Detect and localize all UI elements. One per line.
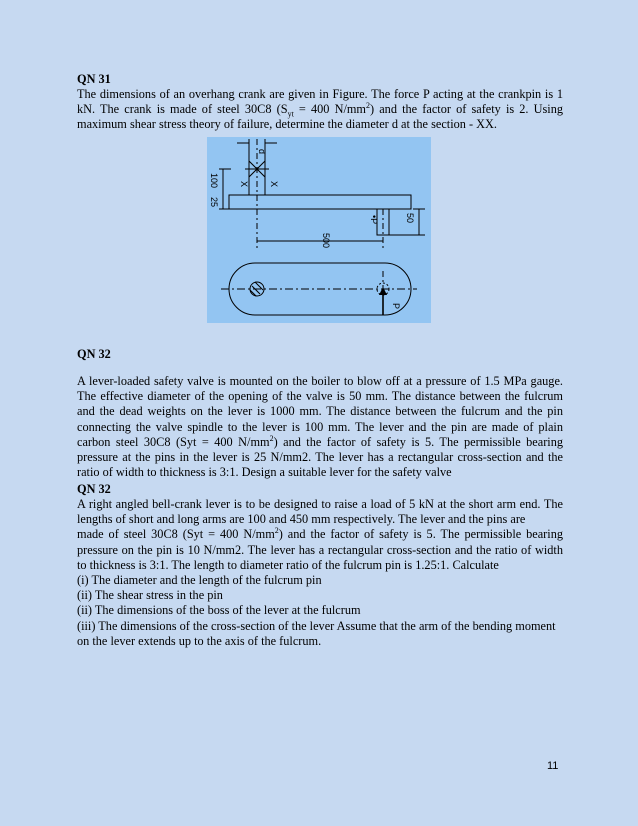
question-32a-text-line: carbon steel 30C8 (Syt = 400 $N/mm^2$) and the factor of safety is 5. The permissible bearing — [77, 433, 563, 449]
question-32a-block — [77, 347, 563, 480]
question-32b-list-item: on the lever extends up to the axis of the fulcrum. — [77, 633, 322, 648]
question-32b-text-line: to thickness is 3:1. The length to diameter ratio of the fulcrum pin is 1.25:1. Calculate — [77, 557, 499, 572]
label-50: 50 — [405, 213, 415, 224]
question-32a-text-line: ratio of width to thickness is 3:1. Design a suitable lever for the safety valve — [77, 465, 452, 480]
question-32b-list-item: (ii) The dimensions of the boss of the lever at the fulcrum — [77, 603, 361, 618]
question-32b-text-line: A right angled bell-crank lever is to be designed to raise a load of 5 kN at the short arm end. The — [77, 497, 563, 511]
question-31-text-line: maximum shear stress theory of failure, determine the diameter d at the section - XX. — [77, 117, 498, 132]
question-32b-heading: QN 32 — [77, 482, 111, 496]
force-arrowhead — [379, 287, 387, 295]
label-500: 500 — [321, 233, 331, 249]
label-p-pin: •P — [369, 215, 379, 225]
question-32a-text-line: connecting the valve spindle to the lever is 100 mm. The lever and the pin are made of plain — [77, 419, 563, 434]
question-32a-text-line: and the dead weights on the lever is 1000 mm. The distance between the fulcrum and the pin — [77, 404, 563, 419]
label-25: 25 — [209, 197, 219, 208]
label-d: d — [257, 149, 267, 155]
crank-drawing — [207, 137, 431, 323]
question-32b-text-line: pressure on the pin is 10 N/mm2. The lever has a rectangular cross-section and the ratio of width — [77, 542, 563, 557]
label-p-force: P — [391, 303, 401, 310]
question-32b-text-line: made of steel 30C8 (Syt = 400 $N/mm^2$) and the factor of safety is 5. The permissible bearing — [77, 526, 563, 542]
question-31-text-line: The dimensions of an overhang crank are given in Figure. The force P acting at the crankpin is 1 — [77, 87, 563, 101]
document-page — [77, 72, 563, 133]
question-32b-list-item: (iii) The dimensions of the cross-section of the lever Assume that the arm of the bending moment — [77, 618, 556, 633]
question-32b-block — [77, 482, 563, 649]
question-32a-text-line: pressure at the pins in the lever is 25 N/mm2. The lever has a rectangular cross-section and the — [77, 450, 563, 465]
crank-bar — [229, 195, 411, 209]
label-x-left: X — [239, 181, 249, 188]
question-31-text-line: kN. The crank is made of steel 30C8 ($S_{yt} = 400$ $N/mm^2$) and the factor of safety is 2. Using — [77, 101, 564, 119]
question-32b-list-item: (ii) The shear stress in the pin — [77, 588, 223, 603]
question-31-heading: QN 31 — [77, 72, 111, 86]
question-32b-list-item: (i) The diameter and the length of the fulcrum pin — [77, 573, 322, 588]
page-number: 11 — [547, 760, 559, 772]
question-32a-text-line: A lever-loaded safety valve is mounted on the boiler to blow off at a pressure of 1.5 MPa gauge. — [77, 374, 563, 388]
question-32b-text-line: lengths of short and long arms are 100 and 450 mm respectively. The lever and the pins are — [77, 512, 526, 527]
question-32a-text-line: The effective diameter of the opening of the valve is 50 mm. The distance between the fulcrum — [77, 389, 563, 404]
question-32a-heading: QN 32 — [77, 347, 111, 361]
crank-figure — [207, 137, 431, 323]
label-x-right: X — [269, 181, 279, 188]
label-100: 100 — [209, 173, 219, 189]
